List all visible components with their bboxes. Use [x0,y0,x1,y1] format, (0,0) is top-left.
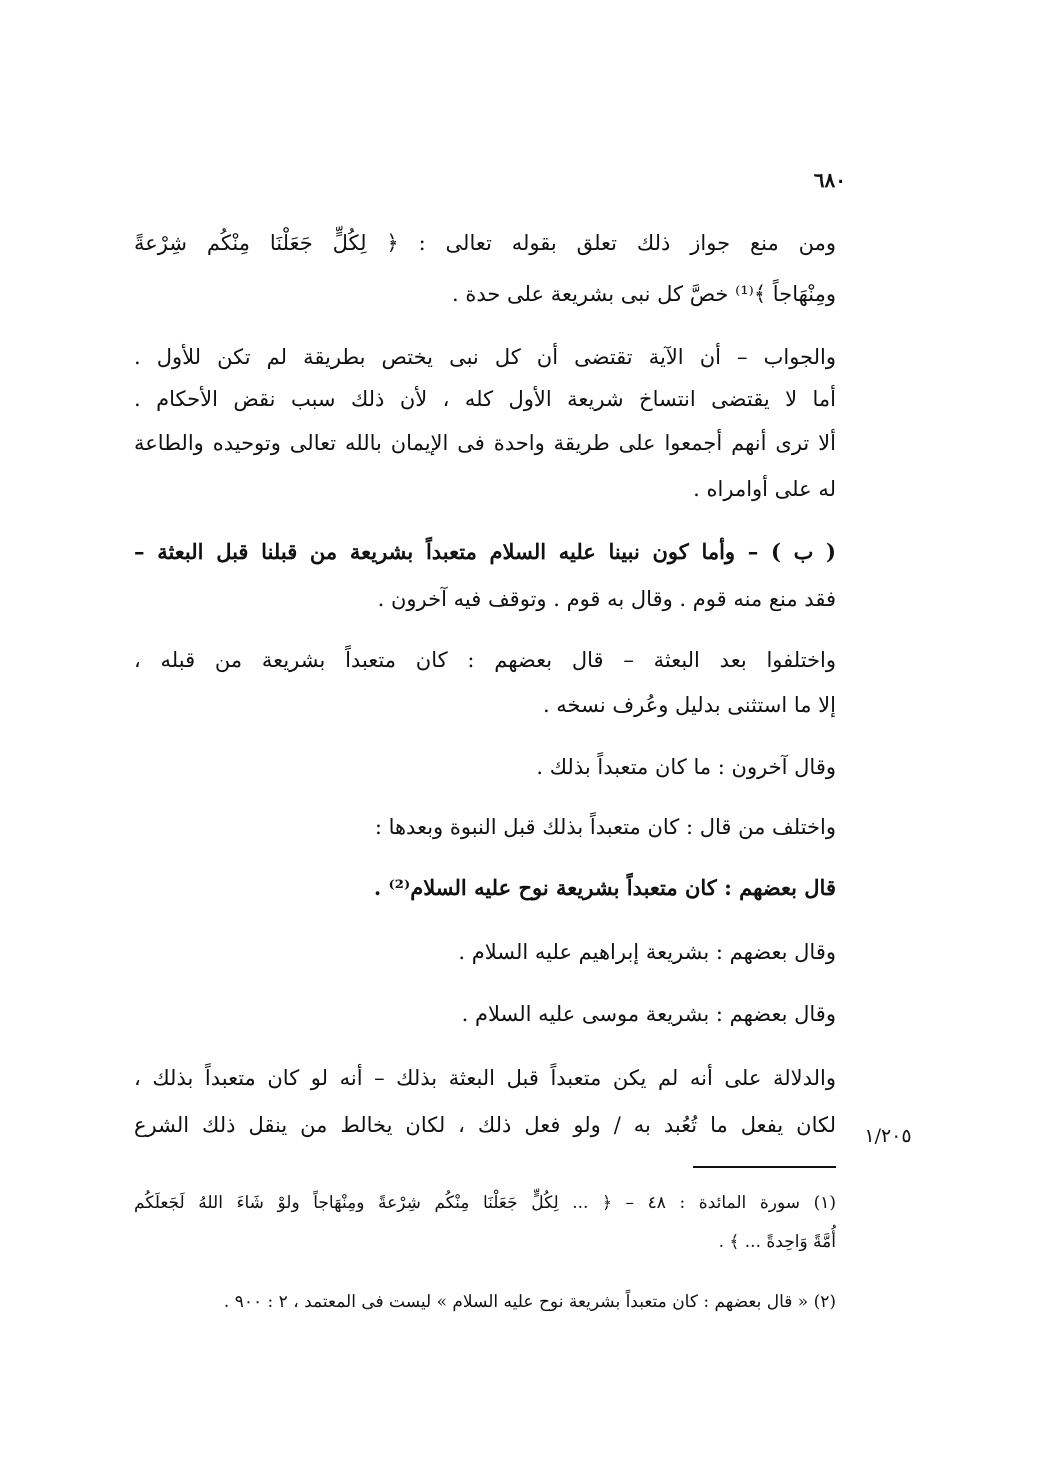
text-line: فقد منع منه قوم . وقال به قوم . وتوقف فيه آخرون . [377,587,836,611]
text-line: قال بعضهم : كان متعبداً بشريعة نوح عليه السلام⁽²⁾ . [373,875,836,900]
text-line: وقال بعضهم : بشريعة إبراهيم عليه السلام . [458,940,836,964]
text-line: له على أوامراه . [693,477,836,501]
footnote-line: (١) سورة المائدة : ٤٨ – ﴿ ... لِكُلٍّ جَعَلْنَا مِنْكُم شِرْعةً ومِنْهَاجاً ولوْ شَاءَ اللهُ لَجَعلَكُم [134,1193,836,1213]
text-line: ومِنْهَاجاً ﴾⁽¹⁾ خصَّ كل نبى بشريعة على حدة . [452,282,836,306]
text-line: ألا ترى أنهم أجمعوا على طريقة واحدة فى الإيمان بالله تعالى وتوحيده والطاعة [134,431,836,455]
text-line: إلا ما استثنى بدليل وعُرف نسخه . [542,693,836,717]
footnote-divider [693,1166,836,1168]
page-number: ٦٨٠ [813,168,846,192]
text-line: واختلفوا بعد البعثة – قال بعضهم : كان متعبداً بشريعة من قبله ، [134,648,836,672]
text-line: لكان يفعل ما تُعُبد به / ولو فعل ذلك ، لكان يخالط من ينقل ذلك الشرع [134,1113,836,1137]
footnote-line: أُمَّةً وَاحِدةً ... ﴾ . [718,1232,836,1252]
text-line: ( ب ) – وأما كون نبينا عليه السلام متعبداً بشريعة من قبلنا قبل البعثة – [134,539,836,564]
margin-note: ١/٢٠٥ [864,1125,912,1147]
text-line: وقال بعضهم : بشريعة موسى عليه السلام . [461,1002,836,1026]
text-line: ومن منع جواز ذلك تعلق بقوله تعالى : ﴿ لِكُلٍّ جَعَلْنَا مِنْكُم شِرْعةً [134,231,836,255]
text-line: والجواب – أن الآية تقتضى أن كل نبى يختص بطريقة لم تكن للأول . [134,345,836,369]
text-line: والدلالة على أنه لم يكن متعبداً قبل البعثة بذلك – أنه لو كان متعبداً بذلك ، [134,1066,836,1090]
footnote-line: (٢) « قال بعضهم : كان متعبداً بشريعة نوح عليه السلام » ليست فى المعتمد ، ٢ : ٩٠٠ . [223,1292,836,1312]
text-line: وقال آخرون : ما كان متعبداً بذلك . [536,755,836,779]
text-line: أما لا يقتضى انتساخ شريعة الأول كله ، لأن ذلك سبب نقض الأحكام . [134,387,836,411]
text-line: واختلف من قال : كان متعبداً بذلك قبل النبوة وبعدها : [374,815,836,839]
